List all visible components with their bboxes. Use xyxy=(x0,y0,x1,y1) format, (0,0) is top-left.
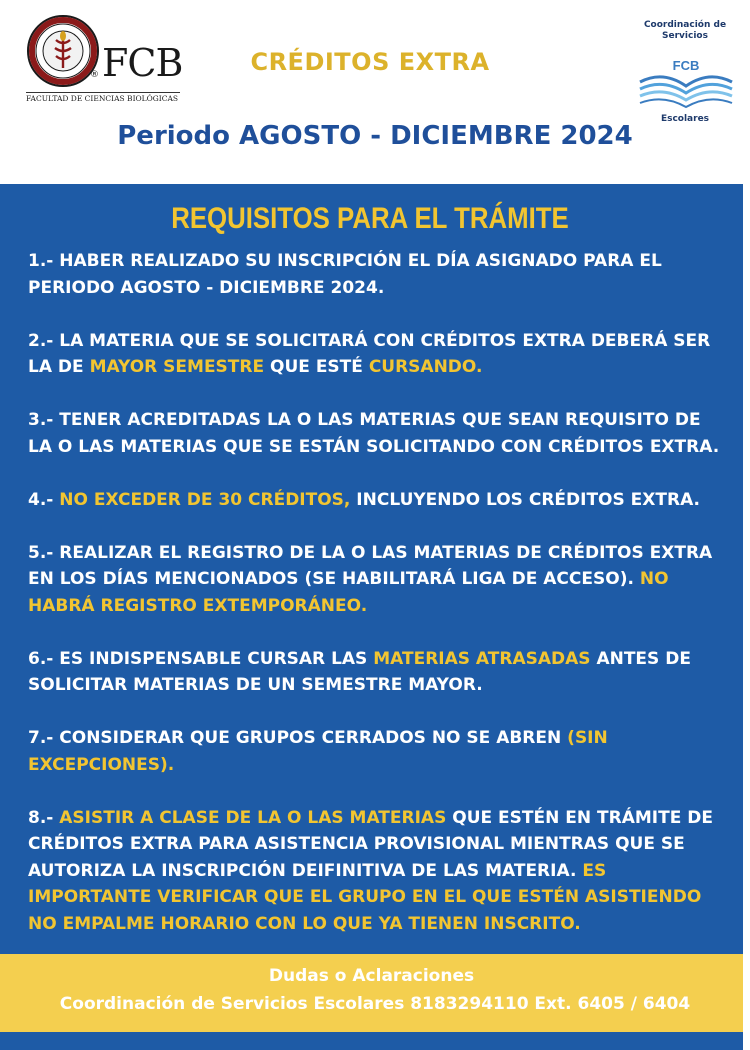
right-margin xyxy=(743,184,750,1050)
coord-line-1: Coordinación de xyxy=(643,20,727,30)
requirement-highlight: NO EXCEDER DE 30 CRÉDITOS, xyxy=(59,489,351,510)
requirements-title: REQUISITOS PARA EL TRÁMITE xyxy=(171,202,569,235)
period-heading: Periodo AGOSTO - DICIEMBRE 2024 xyxy=(117,121,633,151)
footer-contact xyxy=(0,954,743,1032)
requirement-highlight: ASISTIR A CLASE DE LA O LAS MATERIAS xyxy=(59,807,447,828)
open-book-icon xyxy=(634,56,738,120)
requirement-text: QUE ESTÉN EN TRÁMITE DE CRÉDITOS EXTRA PARA ASISTENCIA PROVISIONAL MIENTRAS QUE SE AUTORIZA LA INSCRIPCIÓN DEIFINITIVA DE LAS MATERIA. xyxy=(28,807,713,881)
fcb-logo xyxy=(24,14,184,104)
requirement-highlight: CURSANDO. xyxy=(368,357,483,377)
requirement-text: 5.- REALIZAR EL REGISTRO DE LA O LAS MATERIAS DE CRÉDITOS EXTRA EN LOS DÍAS MENCIONADOS (SE HABILITARÁ LIGA DE ACCESO). xyxy=(28,542,713,589)
requirement-text: INCLUYENDO LOS CRÉDITOS EXTRA. xyxy=(350,489,701,510)
requirement-text: 3.- TENER ACREDITADAS LA O LAS MATERIAS QUE SEAN REQUISITO DE LA O LAS MATERIAS QUE SE ESTÁN SOLICITANDO CON CRÉDITOS EXTRA. xyxy=(28,410,720,457)
requirement-item xyxy=(28,725,728,778)
bottom-strip xyxy=(0,1032,743,1050)
requirement-text: 8.- xyxy=(28,807,60,828)
requirement-text: 1.- HABER REALIZADO SU INSCRIPCIÓN EL DÍA ASIGNADO PARA EL PERIODO AGOSTO - DICIEMBRE 2024. xyxy=(28,251,662,298)
requirements-panel xyxy=(0,184,743,954)
requirement-text: ANTES DE SOLICITAR MATERIAS DE UN SEMESTRE MAYOR. xyxy=(28,648,691,695)
coord-line-2: Servicios xyxy=(662,31,708,41)
requirement-item xyxy=(28,248,728,301)
coord-logo-text xyxy=(630,20,740,42)
registered-mark: ® xyxy=(90,70,99,80)
requirement-item xyxy=(28,328,728,381)
requirement-item xyxy=(28,407,728,460)
requirement-item xyxy=(28,646,728,699)
faculty-seal-icon xyxy=(26,14,100,88)
requirement-text: 2.- LA MATERIA QUE SE SOLICITARÁ CON CRÉDITOS EXTRA DEBERÁ SER LA DE xyxy=(28,330,711,377)
requirement-text: 7.- CONSIDERAR QUE GRUPOS CERRADOS NO SE ABREN xyxy=(28,728,568,748)
requirement-highlight: ES IMPORTANTE VERIFICAR QUE EL GRUPO EN EL QUE ESTÉN ASISTIENDO NO EMPALME HORARIO CON LO QUE YA TIENEN INSCRITO. xyxy=(28,860,702,934)
requirement-highlight: (SIN EXCEPCIONES). xyxy=(28,728,608,775)
logo-divider xyxy=(26,92,180,93)
requirement-item xyxy=(28,540,728,620)
coord-line-3: Escolares xyxy=(660,114,710,124)
faculty-name: FACULTAD DE CIENCIAS BIOLÓGICAS xyxy=(26,94,179,103)
fcb-wordmark: FCB xyxy=(102,41,183,85)
coordinacion-logo xyxy=(630,20,746,130)
document-title: CRÉDITOS EXTRA xyxy=(250,48,490,76)
requirement-text: 4.- xyxy=(28,489,60,510)
requirement-highlight: MAYOR SEMESTRE xyxy=(89,357,265,377)
footer-contact-line: Coordinación de Servicios Escolares 8183294110 Ext. 6405 / 6404 xyxy=(59,994,691,1014)
requirement-item xyxy=(28,805,728,938)
requirement-highlight: NO HABRÁ REGISTRO EXTEMPORÁNEO. xyxy=(28,569,669,616)
requirement-text: QUE ESTÉ xyxy=(264,357,369,377)
requirement-item xyxy=(28,487,728,514)
requirements-list xyxy=(28,248,728,964)
requirement-highlight: MATERIAS ATRASADAS xyxy=(373,648,591,669)
footer-heading: Dudas o Aclaraciones xyxy=(268,966,475,986)
book-label: FCB xyxy=(672,58,700,73)
header xyxy=(0,0,750,184)
requirement-text: 6.- ES INDISPENSABLE CURSAR LAS xyxy=(28,648,374,669)
